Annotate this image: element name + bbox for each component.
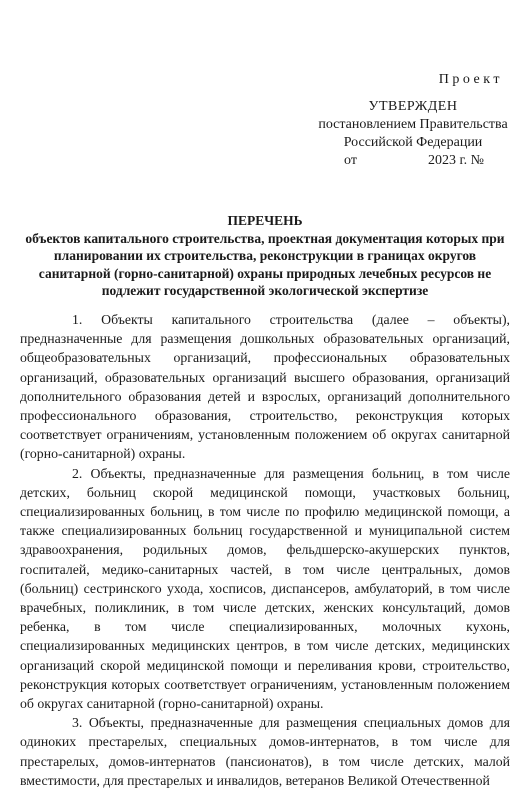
list-item-1: 1. Объекты капитального строительства (далее – объекты), предназначенные для размещения дошкольных образовательных организаций, общеобразовательных организаций, профессиональных образовательных организаций, образовательных организаций высшего образования, организаций дополнительного образования детей и взрослых, организаций дополнительного профессионального образования, строительство, реконструкция которых соответствует ограничениям, установленным положением об округах санитарной (горно-санитарной) охраны. (20, 312, 510, 462)
approval-block (318, 98, 508, 170)
list-item-2: 2. Объекты, предназначенные для размещения больниц, в том числе детских, больниц скорой медицинской помощи, участковых больниц, специализированных больниц, в том числе по профилю медицинской помощи, а также специализированных больниц государственной и муниципальной систем здравоохранения, родильных домов, фельдшерско-акушерских пунктов, госпиталей, медико-санитарных частей, в том числе центральных, домов (больниц) сестринского ухода, хосписов, диспансеров, амбулаторий, в том числе врачебных, поликлиник, в том числе детских, женских консультаций, домов ребенка, в том числе специализированных, молочных кухонь, специализированных медицинских центров, в том числе детских, медицинских организаций скорой медицинской помощи и переливания крови, строительство, реконструкция которых соответствует ограничениям, установленным положением об округах санитарной (горно-санитарной) охраны. (20, 465, 510, 712)
approved-line-2: Российской Федерации (343, 135, 483, 150)
document-subtitle: объектов капитального строительства, проектная документация которых при планировании их строительства, реконструкции в границах округов санитарной (горно-санитарной) охраны природных лечебных ресурсов не подлежит государственной экологической экспертизе (25, 230, 505, 298)
document-heading (20, 212, 510, 300)
date-from-label: от (344, 153, 357, 168)
list-item-3: 3. Объекты, предназначенные для размещения специальных домов для одиноких престарелых, специальных домов-интернатов, в том числе для престарелых, домов-интернатов (пансионатов), в том числе детских, малой вместимости, для престарелых и инвалидов, ветеранов Великой Отечественной (20, 715, 510, 788)
approved-title: УТВЕРЖДЕН (368, 99, 458, 114)
project-label: Проект (438, 72, 503, 87)
date-year-label: 2023 г. № (428, 153, 485, 168)
document-title: ПЕРЕЧЕНЬ (227, 213, 303, 228)
approved-line-1: постановлением Правительства (318, 117, 508, 132)
document-body (20, 310, 510, 790)
approval-date-row (318, 152, 508, 170)
